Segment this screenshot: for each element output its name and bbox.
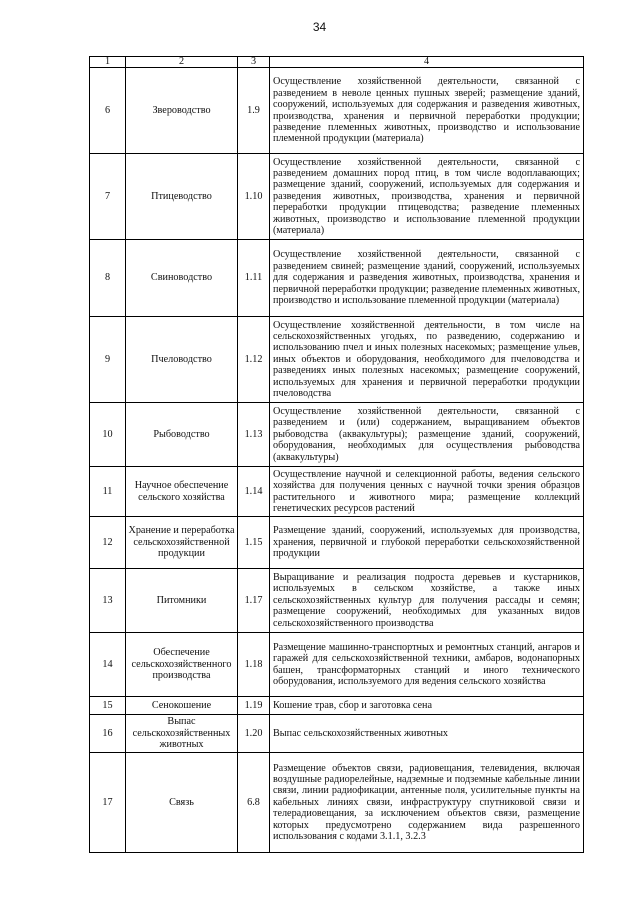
table-row: [90, 715, 584, 753]
use-type-code: 1.9: [238, 68, 270, 154]
use-type-description: Кошение трав, сбор и заготовка сена: [270, 697, 584, 715]
use-type-code: 1.13: [238, 403, 270, 467]
row-number: 16: [90, 715, 126, 753]
use-type-code: 1.12: [238, 317, 270, 403]
use-type-code: 6.8: [238, 753, 270, 853]
table-row: [90, 154, 584, 240]
use-type-description: Осуществление хозяйственной деятельности, связанной с разведением свиней; размещение зданий, сооружений, используемых для содержания и разведения животных, производства, хранения и первичной переработки продукции; разведение племенных животных, производство и использование племенной продукции (материала): [270, 240, 584, 317]
row-number: 7: [90, 154, 126, 240]
row-number: 12: [90, 517, 126, 569]
use-type-name: Свиноводство: [126, 240, 238, 317]
use-type-name: Пчеловодство: [126, 317, 238, 403]
row-number: 15: [90, 697, 126, 715]
column-header: 1: [90, 57, 126, 68]
row-number: 13: [90, 569, 126, 633]
table-row: [90, 569, 584, 633]
land-use-table: [89, 56, 584, 853]
page-number: 34: [312, 20, 327, 34]
use-type-name: Хранение и переработка сельскохозяйственной продукции: [126, 517, 238, 569]
use-type-code: 1.20: [238, 715, 270, 753]
table-row: [90, 633, 584, 697]
use-type-description: Выпас сельскохозяйственных животных: [270, 715, 584, 753]
table-row: [90, 467, 584, 517]
use-type-name: Обеспечение сельскохозяйственного производства: [126, 633, 238, 697]
use-type-description: Размещение объектов связи, радиовещания, телевидения, включая воздушные радиорелейные, надземные и подземные кабельные линии связи, линии радиофикации, антенные поля, усилительные пункты на кабельных линиях связи, инфраструктуру спутниковой связи и телерадиовещания, за исключением объектов связи, размещение которых предусмотрено содержанием вида разрешенного использования с кодами 3.1.1, 3.2.3: [270, 753, 584, 853]
use-type-description: Осуществление хозяйственной деятельности, в том числе на сельскохозяйственных угодьях, по разведению, содержанию и использованию пчел и иных полезных насекомых; размещение ульев, иных объектов и оборудования, необходимого для пчеловодства и разведениях иных полезных насекомых; размещение сооружений, используемых для хранения и первичной переработки продукции пчеловодства: [270, 317, 584, 403]
column-header: 3: [238, 57, 270, 68]
use-type-code: 1.18: [238, 633, 270, 697]
use-type-name: Звероводство: [126, 68, 238, 154]
row-number: 9: [90, 317, 126, 403]
use-type-name: Научное обеспечение сельского хозяйства: [126, 467, 238, 517]
column-header-row: [90, 57, 584, 68]
use-type-code: 1.17: [238, 569, 270, 633]
use-type-description: Осуществление хозяйственной деятельности, связанной с разведением домашних пород птиц, в том числе водоплавающих; размещение зданий, сооружений, используемых для содержания и разведения животных, производства, хранения и первичной переработки продукции птицеводства; разведение племенных животных, производство и использование племенной продукции (материала): [270, 154, 584, 240]
use-type-code: 1.14: [238, 467, 270, 517]
table-row: [90, 697, 584, 715]
use-type-description: Размещение зданий, сооружений, используемых для производства, хранения, первичной и глубокой переработки сельскохозяйственной продукции: [270, 517, 584, 569]
use-type-description: Осуществление хозяйственной деятельности, связанной с разведением в неволе ценных пушных зверей; размещение зданий, сооружений, используемых для содержания и разведения животных, производства, хранения и первичной переработки продукции; разведение племенных животных, производство и использование племенной продукции (материала): [270, 68, 584, 154]
use-type-description: Осуществление хозяйственной деятельности, связанной с разведением и (или) содержанием, выращиванием объектов рыбоводства (аквакультуры); размещение зданий, сооружений, оборудования, необходимых для осуществления рыбоводства (аквакультуры): [270, 403, 584, 467]
use-type-name: Питомники: [126, 569, 238, 633]
table-row: [90, 68, 584, 154]
column-header: 2: [126, 57, 238, 68]
row-number: 11: [90, 467, 126, 517]
use-type-description: Размещение машинно-транспортных и ремонтных станций, ангаров и гаражей для сельскохозяйственной техники, амбаров, водонапорных башен, трансформаторных станций и иного технического оборудования, используемого для ведения сельского хозяйства: [270, 633, 584, 697]
row-number: 6: [90, 68, 126, 154]
use-type-name: Выпас сельскохозяйственных животных: [126, 715, 238, 753]
row-number: 10: [90, 403, 126, 467]
table-row: [90, 317, 584, 403]
row-number: 17: [90, 753, 126, 853]
use-type-name: Связь: [126, 753, 238, 853]
use-type-name: Птицеводство: [126, 154, 238, 240]
use-type-description: Осуществление научной и селекционной работы, ведения сельского хозяйства для получения ценных с научной точки зрения образцов растительного и животного мира; размещение коллекций генетических ресурсов растений: [270, 467, 584, 517]
use-type-code: 1.11: [238, 240, 270, 317]
table-row: [90, 753, 584, 853]
use-type-code: 1.19: [238, 697, 270, 715]
table-row: [90, 403, 584, 467]
use-type-code: 1.10: [238, 154, 270, 240]
table-row: [90, 517, 584, 569]
row-number: 8: [90, 240, 126, 317]
table-row: [90, 240, 584, 317]
use-type-name: Сенокошение: [126, 697, 238, 715]
row-number: 14: [90, 633, 126, 697]
use-type-name: Рыбоводство: [126, 403, 238, 467]
column-header: 4: [270, 57, 584, 68]
use-type-code: 1.15: [238, 517, 270, 569]
use-type-description: Выращивание и реализация подроста деревьев и кустарников, используемых в сельском хозяйстве, а также иных сельскохозяйственных культур для получения рассады и семян; размещение сооружений, необходимых для указанных видов сельскохозяйственного производства: [270, 569, 584, 633]
